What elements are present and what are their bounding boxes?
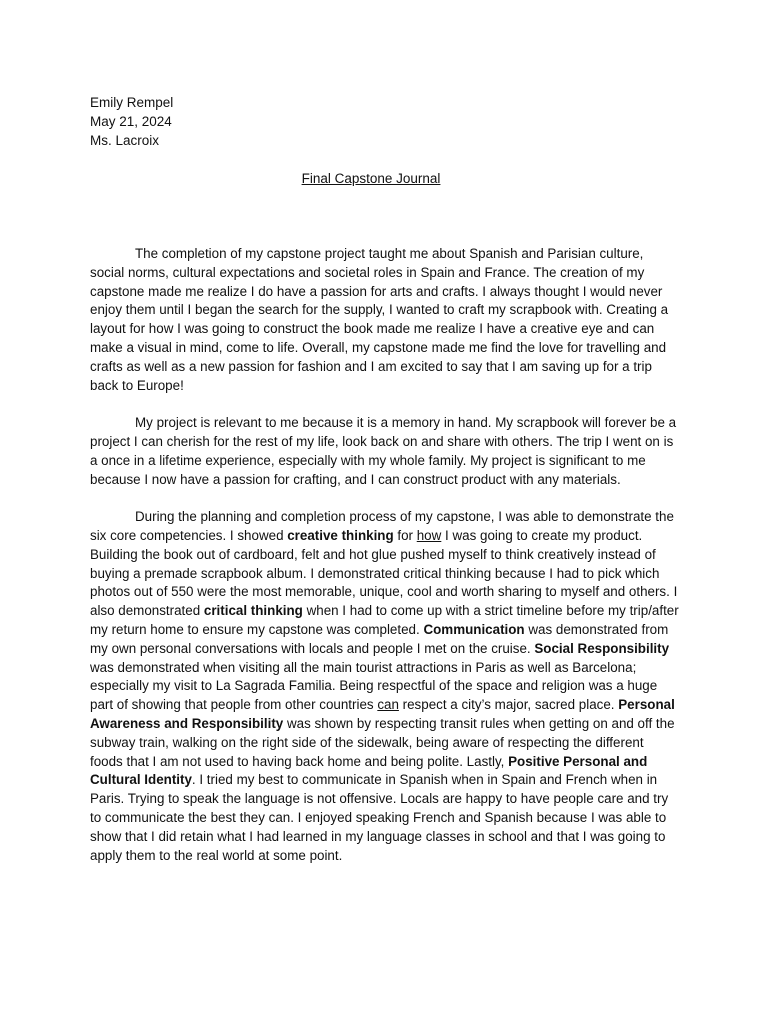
paragraph-text: respect a city’s major, sacred place. [398, 697, 619, 713]
bold-term-critical-thinking: critical thinking [203, 603, 303, 619]
paragraph-text: when I had to come up with a strict timeline before my trip/after my return home to ensure my capstone was completed. [90, 603, 679, 637]
student-name: Emily Rempel [90, 95, 174, 110]
document-header [90, 93, 173, 150]
document-date: May 21, 2024 [90, 114, 172, 129]
paragraph-competencies [90, 508, 680, 865]
bold-term-communication: Communication [423, 621, 525, 637]
paragraph-relevance: My project is relevant to me because it is a memory in hand. My scrapbook will forever be a project I can cherish for the rest of my life, look back on and share with others. The trip I went on is a once in a lifetime experience, especially with my whole family. My project is significant to me because I now have a passion for crafting, and I can construct product with any materials. [90, 415, 677, 487]
underlined-word-how: how [416, 527, 442, 543]
paragraph-text: was shown by respecting transit rules when getting on and off the subway train, walking on the right side of the sidewalk, being aware of respecting the different foods that I am not used to having back home and being polite. Lastly, [90, 715, 675, 769]
bold-term-social-responsibility: Social Responsibility [534, 640, 670, 656]
paragraph-text: was demonstrated when visiting all the main tourist attractions in Paris as well as Barcelona; especially my visit to La Sagrada Familia. Being respectful of the space and religion was a huge part of showing that people from other countries [90, 659, 658, 713]
paragraph-text: for [393, 527, 417, 543]
bold-term-personal-awareness: Personal Awareness and Responsibility [90, 697, 675, 731]
document-body [90, 245, 680, 884]
bold-term-positive-identity: Positive Personal and Cultural Identity [90, 753, 648, 788]
teacher-name: Ms. Lacroix [90, 133, 160, 148]
paragraph-text: During the planning and completion process of my capstone, I was able to demonstrate the six core competencies. I showed [90, 509, 674, 543]
paragraph-text: I was going to create my product. Building the book out of cardboard, felt and hot glue pushed myself to think creatively instead of buying a premade scrapbook album. I demonstrated critical thinking because I had to pick which photos out of 550 were the most memorable, unique, cool and worth sharing to myself and others. I also demonstrated [90, 527, 678, 619]
paragraph-text: was demonstrated from my own personal conversations with locals and people I met on the cruise. [90, 621, 669, 656]
paragraph-reflection: The completion of my capstone project taught me about Spanish and Parisian culture, social norms, cultural expectations and societal roles in Spain and France. The creation of my capstone made me realize I do have a passion for arts and crafts. I always thought I would never enjoy them until I began the search for the supply, I wanted to craft my scrapbook with. Creating a layout for how I was going to construct the book made me realize I have a creative eye and can make a visual in mind, come to life. Overall, my capstone made me find the love for travelling and crafts as well as a new passion for fashion and I am excited to say that I am saving up for a trip back to Europe! [90, 246, 669, 393]
underlined-word-can: can [377, 697, 399, 713]
document-title: Final Capstone Journal [301, 171, 441, 186]
bold-term-creative-thinking: creative thinking [287, 527, 394, 543]
paragraph-text: . I tried my best to communicate in Spanish when in Spain and French when in Paris. Trying to speak the language is not offensive. Locals are happy to have people care and try to communicate the best they can. I enjoyed speaking French and Spanish because I was able to show that I did retain what I had learned in my language classes in school and that I was going to apply them to the real world at some point. [90, 772, 669, 863]
